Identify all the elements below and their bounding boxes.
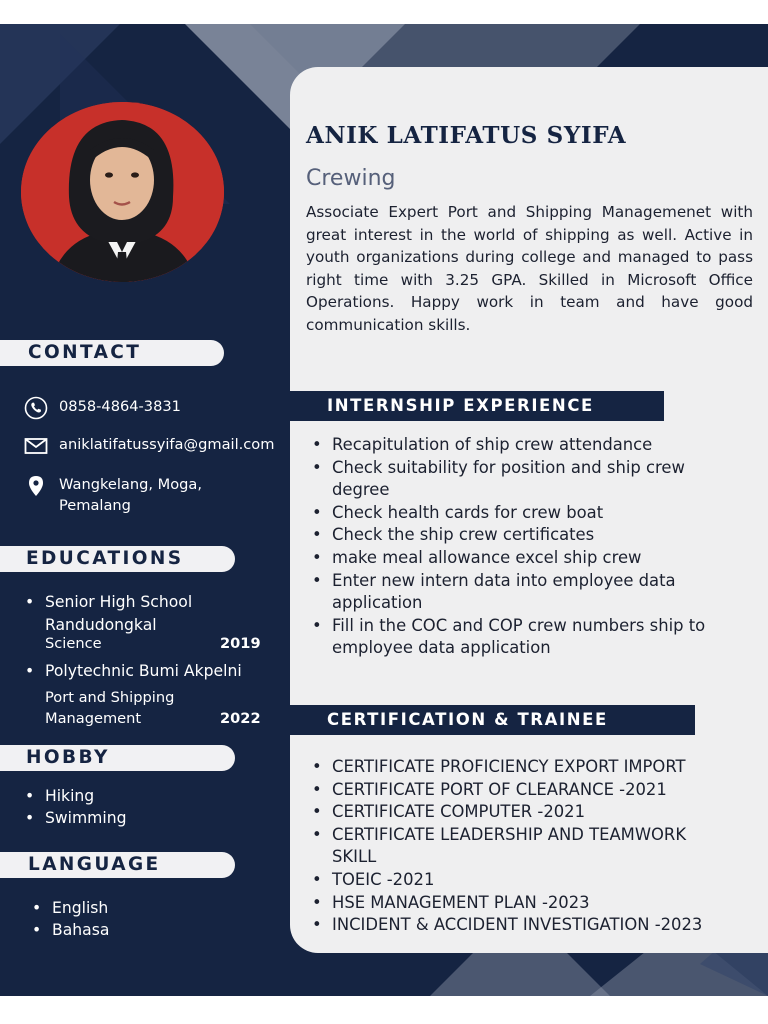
profile-summary: Associate Expert Port and Shipping Managemenet with great interest in the world of shipping as well. Active in youth organizations during college and managed to pass right time with 3.25 GPA. Skilled in Microsoft Office Operations. Happy work in team and have good communication skills. — [306, 203, 753, 334]
person-name: ANIK LATIFATUS SYIFA — [306, 122, 627, 149]
certification-item: • CERTIFICATE PORT OF CLEARANCE -2021 — [332, 779, 757, 802]
internship-item: • Check health cards for crew boat — [332, 502, 757, 525]
education-item-1-year: 2019 — [220, 635, 261, 652]
education-item-1-line1: • Senior High School — [45, 592, 192, 612]
job-role: Crewing — [306, 166, 396, 191]
language-heading: LANGUAGE — [0, 852, 235, 878]
education-item-1-line2: Randudongkal — [45, 616, 157, 634]
contact-phone — [24, 396, 181, 420]
resume-page — [0, 24, 768, 996]
hobby-item-1: • Hiking — [45, 786, 94, 806]
internship-item: • Check suitability for position and ship crew degree — [332, 457, 722, 502]
internship-item: • Fill in the COC and COP crew numbers ship to employee data application — [332, 615, 742, 660]
language-item-2: • Bahasa — [52, 920, 109, 940]
certification-heading: CERTIFICATION & TRAINEE — [290, 705, 695, 735]
hobby-heading: HOBBY — [0, 745, 235, 771]
certification-item: • INCIDENT & ACCIDENT INVESTIGATION -2023 — [332, 914, 757, 937]
address-line-1: Wangkelang, Moga, — [59, 476, 203, 493]
phone-number: 0858-4864-3831 — [59, 398, 181, 415]
contact-email — [24, 434, 274, 458]
profile-photo — [21, 102, 224, 282]
education-item-1-line3: Science — [45, 635, 102, 652]
internship-list — [332, 434, 757, 660]
address-text — [59, 474, 202, 516]
hobby-item-2: • Swimming — [45, 808, 126, 828]
address-line-2: Pemalang — [59, 497, 131, 514]
educations-heading: EDUCATIONS — [0, 546, 235, 572]
internship-heading: INTERNSHIP EXPERIENCE — [290, 391, 664, 421]
location-icon — [24, 474, 48, 498]
certification-item: • CERTIFICATE LEADERSHIP AND TEAMWORK SKILL — [332, 824, 717, 869]
certification-item: • HSE MANAGEMENT PLAN -2023 — [332, 892, 757, 915]
education-item-2-line1: • Polytechnic Bumi Akpelni — [45, 661, 242, 681]
certification-item: • CERTIFICATE PROFICIENCY EXPORT IMPORT — [332, 756, 757, 779]
certification-item: • CERTIFICATE COMPUTER -2021 — [332, 801, 757, 824]
internship-item: • Recapitulation of ship crew attendance — [332, 434, 757, 457]
education-item-2-line3: Management — [45, 710, 142, 727]
email-address: aniklatifatussyifa@gmail.com — [59, 436, 275, 453]
internship-item: • Check the ship crew certificates — [332, 524, 757, 547]
contact-address — [24, 474, 202, 516]
education-item-2-year: 2022 — [220, 710, 261, 727]
phone-icon — [24, 396, 48, 420]
email-icon — [24, 434, 48, 458]
internship-item: • make meal allowance excel ship crew — [332, 547, 757, 570]
education-item-2-line2: Port and Shipping — [45, 689, 175, 706]
contact-heading: CONTACT — [0, 340, 224, 366]
certification-list — [332, 756, 757, 937]
internship-item: • Enter new intern data into employee data application — [332, 570, 712, 615]
certification-item: • TOEIC -2021 — [332, 869, 757, 892]
language-item-1: • English — [52, 898, 108, 918]
